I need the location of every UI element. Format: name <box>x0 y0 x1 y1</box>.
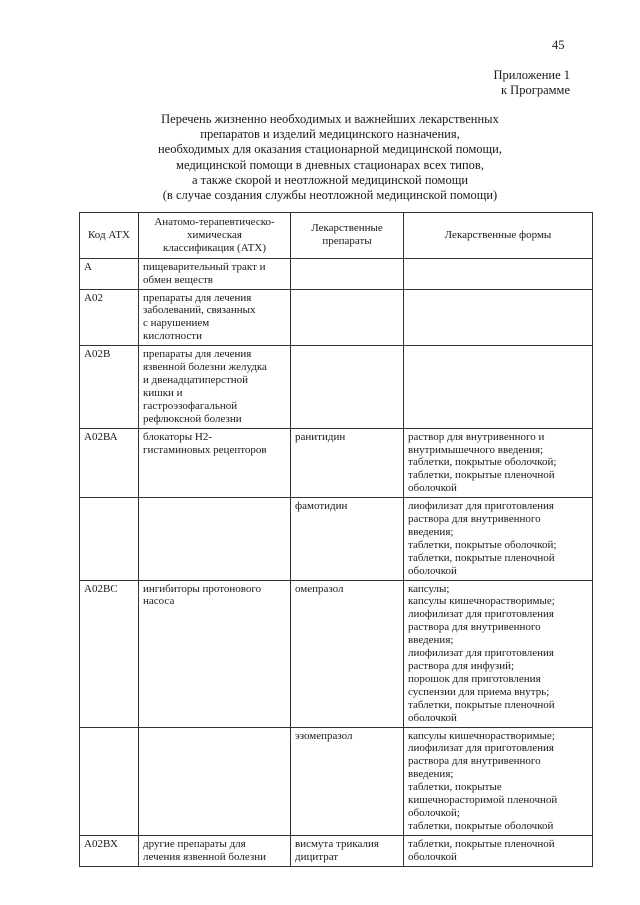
cell-drug-name <box>291 498 404 580</box>
header-text-line: классификация (АТХ) <box>163 241 266 254</box>
page-number: 45 <box>552 38 565 52</box>
cell-atc-classification <box>139 289 291 346</box>
cell-text-line: омепразол <box>295 582 344 595</box>
cell-text-line: таблетки, покрытые пленочной <box>408 551 555 564</box>
cell-text-line: фамотидин <box>295 500 348 513</box>
cell-atc-classification <box>139 258 291 289</box>
cell-text-line: кишки и <box>143 386 183 399</box>
header-dosage-forms <box>404 213 593 259</box>
cell-text-line: эзомепразол <box>295 729 353 742</box>
document-title <box>80 112 580 203</box>
cell-dosage-forms <box>404 289 593 346</box>
cell-text-line: внутримышечного введения; <box>408 443 544 456</box>
title-line: (в случае создания службы неотложной медицинской помощи) <box>162 188 498 203</box>
header-text-line: Анатомо-терапевтическо- <box>154 216 275 228</box>
cell-atc-code: А02ВХ <box>80 835 139 866</box>
header-text-line: препараты <box>322 235 372 248</box>
cell-text-line: другие препараты для <box>143 837 246 850</box>
cell-text-line: насоса <box>143 595 175 608</box>
cell-drug-name <box>291 727 404 835</box>
cell-text-line: кислотности <box>143 330 203 343</box>
cell-drug-name <box>291 289 404 346</box>
cell-text-line: гастроэзофагальной <box>143 399 238 412</box>
cell-text-line: и двенадцатиперстной <box>143 373 249 386</box>
appendix-label <box>494 68 570 98</box>
cell-text-line: висмута трикалия <box>295 837 379 850</box>
appendix-line: к Программе <box>500 83 570 97</box>
cell-text-line: с нарушением <box>143 317 210 330</box>
table-header <box>80 213 593 259</box>
cell-text-line: пищеварительный тракт и <box>143 260 266 273</box>
table-row <box>80 428 593 498</box>
cell-text-line: суспензии для приема внутрь; <box>408 685 550 698</box>
cell-text-line: оболочкой <box>408 564 457 577</box>
cell-text-line: заболеваний, связанных <box>143 304 256 317</box>
cell-text-line: раствор для внутривенного и <box>408 430 545 443</box>
header-text-line: Код АТХ <box>88 228 130 241</box>
cell-drug-name <box>291 428 404 498</box>
cell-text-line: ингибиторы протонового <box>143 582 262 595</box>
cell-dosage-forms <box>404 498 593 580</box>
header-text-line: химическая <box>187 228 242 241</box>
cell-text-line: таблетки, покрытые пленочной <box>408 469 555 482</box>
title-line: Перечень жизненно необходимых и важнейших лекарственных <box>161 112 499 126</box>
title-line: медицинской помощи в дневных стационарах всех типов, <box>176 157 484 172</box>
appendix-line: Приложение 1 <box>493 68 570 82</box>
header-atc-classification <box>139 213 291 259</box>
cell-text-line: лиофилизат для приготовления <box>408 742 554 755</box>
cell-text-line: препараты для лечения <box>143 348 252 361</box>
cell-atc-code: А02ВС <box>80 580 139 727</box>
cell-text-line: дицитрат <box>295 850 339 863</box>
table-row <box>80 580 593 727</box>
cell-text-line: таблетки, покрытые оболочкой; <box>408 538 557 551</box>
cell-atc-classification <box>139 428 291 498</box>
cell-atc-code: А02 <box>80 289 139 346</box>
cell-text-line: введения; <box>408 525 454 538</box>
title-line: препаратов и изделий медицинского назначения, <box>200 127 460 142</box>
cell-text-line: лиофилизат для приготовления <box>408 608 554 621</box>
cell-dosage-forms <box>404 258 593 289</box>
cell-atc-classification <box>139 727 291 835</box>
cell-text-line: капсулы; <box>408 582 450 595</box>
cell-text-line: капсулы кишечнорастворимые; <box>408 595 555 608</box>
table-row <box>80 346 593 428</box>
cell-text-line: оболочкой <box>408 850 457 863</box>
cell-text-line: таблетки, покрытые оболочкой <box>408 819 554 832</box>
cell-text-line: раствора для внутривенного <box>408 755 541 768</box>
cell-text-line: раствора для инфузий; <box>408 660 515 672</box>
cell-dosage-forms <box>404 835 593 866</box>
cell-text-line: кишечнорасторимой пленочной <box>408 794 558 807</box>
cell-atc-code: А02ВА <box>80 428 139 498</box>
cell-text-line: обмен веществ <box>143 273 213 286</box>
table-body <box>80 258 593 866</box>
cell-text-line: введения; <box>408 634 454 647</box>
cell-drug-name <box>291 835 404 866</box>
cell-atc-code: А <box>80 258 139 289</box>
cell-text-line: введения; <box>408 768 454 781</box>
cell-atc-code <box>80 498 139 580</box>
cell-text-line: блокаторы Н2- <box>143 430 212 443</box>
cell-text-line: таблетки, покрытые <box>408 781 502 794</box>
table-row <box>80 727 593 835</box>
cell-text-line: таблетки, покрытые пленочной <box>408 698 555 711</box>
cell-text-line: гистаминовых рецепторов <box>143 443 267 456</box>
cell-drug-name <box>291 580 404 727</box>
cell-text-line: лиофилизат для приготовления <box>408 647 554 660</box>
title-line: необходимых для оказания стационарной медицинской помощи, <box>157 142 502 157</box>
cell-text-line: оболочкой; <box>408 806 460 819</box>
cell-atc-classification <box>139 580 291 727</box>
table-row <box>80 498 593 580</box>
cell-text-line: капсулы кишечнорастворимые; <box>408 729 555 742</box>
cell-text-line: оболочкой <box>408 482 457 495</box>
cell-text-line: оболочкой <box>408 711 457 724</box>
cell-text-line: ранитидин <box>295 430 346 443</box>
cell-drug-name <box>291 346 404 428</box>
cell-atc-classification <box>139 346 291 428</box>
cell-dosage-forms <box>404 727 593 835</box>
header-atc-code <box>80 213 139 259</box>
title-line: а также скорой и неотложной медицинской помощи <box>191 172 469 187</box>
cell-text-line: таблетки, покрытые оболочкой; <box>408 456 557 469</box>
table-row <box>80 258 593 289</box>
header-text-line: Лекарственные формы <box>444 228 552 241</box>
header-drugs <box>291 213 404 259</box>
atc-table <box>79 212 593 867</box>
cell-dosage-forms <box>404 346 593 428</box>
cell-atc-classification <box>139 498 291 580</box>
cell-text-line: раствора для внутривенного <box>408 513 541 526</box>
table-row <box>80 289 593 346</box>
header-row <box>80 213 593 259</box>
header-text-line: Лекарственные <box>311 222 383 235</box>
cell-atc-code: А02В <box>80 346 139 428</box>
cell-atc-classification <box>139 835 291 866</box>
cell-text-line: лиофилизат для приготовления <box>408 500 554 513</box>
cell-dosage-forms <box>404 580 593 727</box>
cell-text-line: препараты для лечения <box>143 291 252 304</box>
cell-text-line: таблетки, покрытые пленочной <box>408 837 555 850</box>
cell-text-line: порошок для приготовления <box>408 672 541 685</box>
cell-text-line: рефлюксной болезни <box>143 412 242 425</box>
cell-dosage-forms <box>404 428 593 498</box>
cell-text-line: язвенной болезни желудка <box>143 361 267 374</box>
cell-atc-code <box>80 727 139 835</box>
cell-text-line: лечения язвенной болезни <box>143 850 266 863</box>
cell-drug-name <box>291 258 404 289</box>
cell-text-line: раствора для внутривенного <box>408 621 541 634</box>
table-row <box>80 835 593 866</box>
